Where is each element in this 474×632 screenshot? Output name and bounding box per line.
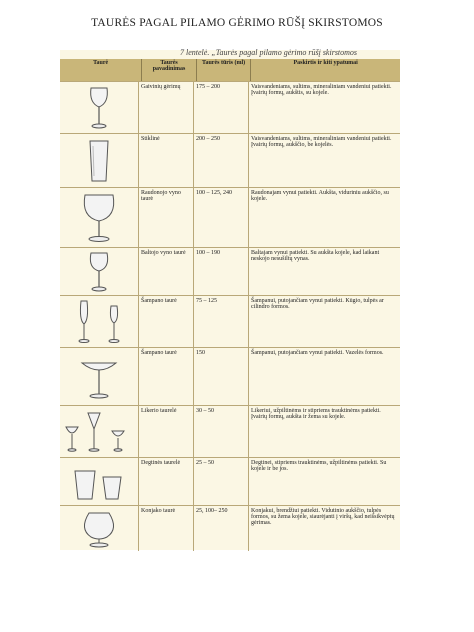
glass-volume: 25, 100– 250 <box>194 506 249 551</box>
liqueur-glasses-icon <box>60 406 139 458</box>
glass-purpose: Baltajam vynui patiekti. Su aukšta kojele, kad laikant neskojo nesušiltų vynas. <box>251 250 380 262</box>
glass-name: Likerio taurelė <box>139 406 194 458</box>
glass-volume: 100 – 190 <box>194 248 249 296</box>
table-row <box>60 505 400 551</box>
glass-purpose: Vaisvandeniams, sultims, mineraliniam vandeniui patiekti. Įvairių formų, aukštis, su kojele. <box>251 84 392 96</box>
table-row <box>60 295 400 348</box>
tumbler-icon <box>60 134 139 188</box>
glass-name: Šampano taurė <box>139 296 194 348</box>
table-top-section <box>60 50 400 187</box>
page-title: TAURĖS PAGAL PILAMO GĖRIMO RŪŠĮ SKIRSTOMOS <box>91 17 383 29</box>
red-wine-glass-icon <box>60 188 139 248</box>
glass-volume: 175 – 200 <box>194 82 249 134</box>
glass-purpose: Šampanui, putojančiam vynui patiekti. Kūgio, tulpės ar cilindro formos. <box>251 298 384 310</box>
glass-purpose: Konjakui, brendžiui patiekti. Vidutinio aukščio, tulpės formos, su žema kojele, siaurėjanti į viršų, kad neišsikvėptų gėrimas. <box>251 508 395 526</box>
glass-purpose: Šampanui, putojančiam vynui patiekti. Vazelės formos. <box>251 350 384 356</box>
table-row <box>60 81 400 134</box>
table-row <box>60 247 400 296</box>
glass-name: Baltojo vyno taurė <box>139 248 194 296</box>
header-glass: Taurė <box>60 59 142 81</box>
glass-volume: 200 – 250 <box>194 134 249 188</box>
table-row <box>60 457 400 506</box>
glass-name: Šampano taurė <box>139 348 194 406</box>
glass-purpose: Raudonajam vynui patiekti. Aukšta, viduriniu aukščio, su kojele. <box>251 190 389 202</box>
glass-name: Konjako taurė <box>139 506 194 551</box>
table-row <box>60 133 400 188</box>
table-caption: 7 lentelė. „Taurės pagal pilamo gėrimo rūšį skirstomos <box>180 48 358 57</box>
glass-volume: 30 – 50 <box>194 406 249 458</box>
glass-volume: 150 <box>194 348 249 406</box>
table-row <box>60 347 400 406</box>
glass-volume: 75 – 125 <box>194 296 249 348</box>
champagne-flute-icon <box>60 296 139 348</box>
header-name: Taurės pavadinimas <box>142 59 197 81</box>
shot-glasses-icon <box>60 458 139 506</box>
table-bottom-section <box>60 187 400 550</box>
brandy-snifter-icon <box>60 506 139 551</box>
glass-purpose: Vaisvandeniams, sultims, mineraliniam vandeniui patiekti. Įvairių formų, aukščio, be kojelės. <box>251 136 392 148</box>
glass-name: Gaivinių gėrimų <box>139 82 194 134</box>
champagne-coupe-icon <box>60 348 139 406</box>
table-header <box>60 59 400 81</box>
glass-name: Raudonojo vyno taurė <box>139 188 194 248</box>
wine-glass-icon <box>60 82 139 134</box>
header-purpose: Paskirtis ir kiti ypatumai <box>293 60 358 66</box>
glass-volume: 100 – 125, 240 <box>194 188 249 248</box>
white-wine-glass-icon <box>60 248 139 296</box>
header-volume: Taurės tūris (ml) <box>197 59 252 81</box>
glass-purpose: Likeriui, užpiltinėms ir stipriems trauktinėms patiekti. Įvairių formų, aukšta ir žema su kojele. <box>251 408 381 420</box>
glass-volume: 25 – 50 <box>194 458 249 506</box>
glass-purpose: Degtinei, stipriems trauktinėms, užpiltinėms patiekti. Su kojele ir be jos. <box>251 460 387 472</box>
glass-name: Stiklinė <box>139 134 194 188</box>
table-row <box>60 405 400 458</box>
table-row <box>60 187 400 248</box>
glass-name: Degtinės taurelė <box>139 458 194 506</box>
